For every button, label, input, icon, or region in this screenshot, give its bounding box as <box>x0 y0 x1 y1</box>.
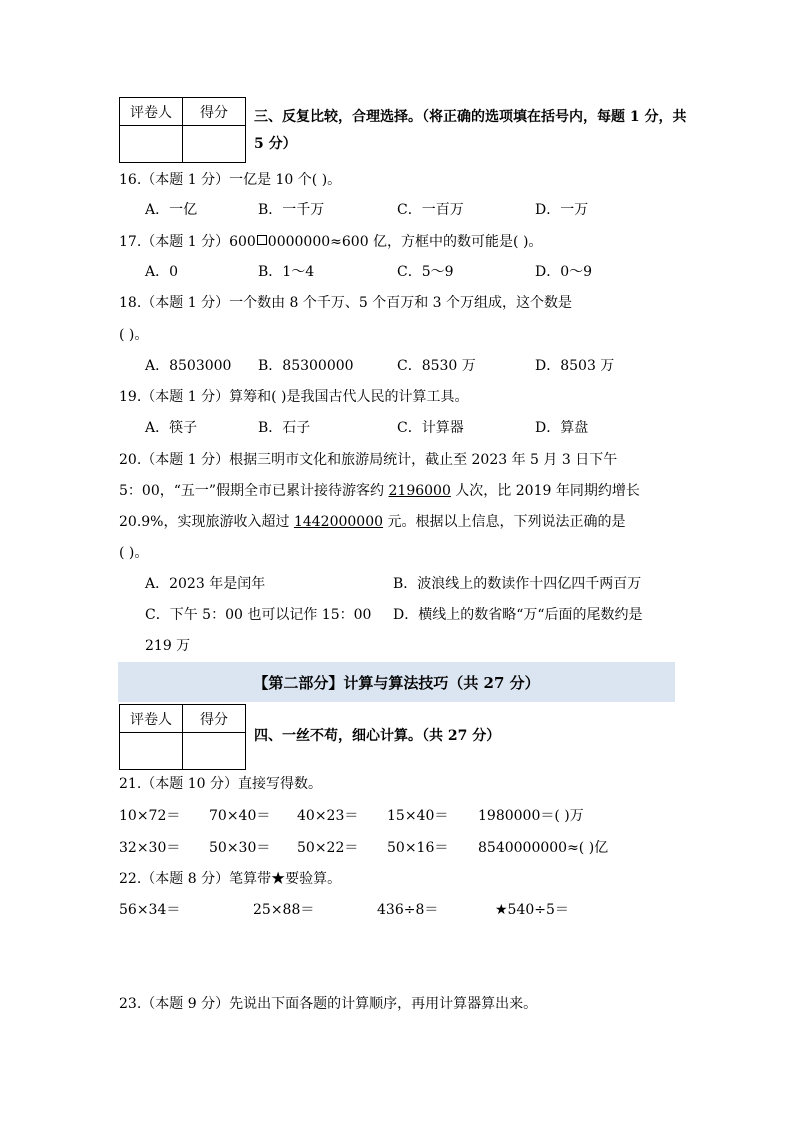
reviewer-label: 评卷人 <box>120 705 183 733</box>
q18-option-c: C．8530 万 <box>397 358 476 374</box>
score-label: 得分 <box>183 98 246 126</box>
q19-option-c: C．计算器 <box>397 420 464 436</box>
underlined-number: 1442000000 <box>293 514 384 530</box>
q17-option-c: C．5～9 <box>397 264 454 280</box>
q21-r1-c2: 70×40＝ <box>209 808 271 824</box>
q21-r1-c4: 15×40＝ <box>387 808 449 824</box>
grading-table-section4 <box>119 704 246 770</box>
q20-line2-text-b: 人次，比 2019 年同期约增长 <box>450 483 640 499</box>
q17-stem-a: 17.（本题 1 分）600 <box>119 234 256 250</box>
q18-option-a: A．8503000 <box>145 358 232 374</box>
part2-banner-text: 【第二部分】计算与算法技巧（共 27 分） <box>253 673 540 692</box>
q18-option-d: D．8503 万 <box>535 358 615 374</box>
q19-option-a: A．筷子 <box>145 420 198 436</box>
q22-c3: 436÷8＝ <box>377 902 439 918</box>
q20-line2 <box>119 481 640 501</box>
q17-option-a: A．0 <box>145 264 179 280</box>
q19-option-d: D．算盘 <box>535 420 589 436</box>
q17-stem-b: 0000000≈600 亿，方框中的数可能是( )。 <box>267 234 543 250</box>
q18-option-b: B．85300000 <box>258 358 354 374</box>
q22-c2: 25×88＝ <box>253 902 315 918</box>
reviewer-label: 评卷人 <box>120 98 183 126</box>
q20-option-c: C．下午 5：00 也可以记作 15：00 <box>145 607 372 623</box>
q20-line1: 20.（本题 1 分）根据三明市文化和旅游局统计，截止至 2023 年 5 月 3 日下午 <box>119 452 618 468</box>
score-cell <box>183 733 246 770</box>
q20-line3-text-a: 20.9%，实现旅游收入超过 <box>119 514 294 530</box>
q20-option-d: D．横线上的数省略“万“后面的尾数约是 <box>393 607 643 623</box>
q21-r2-c4: 50×16＝ <box>387 840 449 856</box>
q18-stem-line1: 18.（本题 1 分）一个数由 8 个千万、5 个百万和 3 个万组成，这个数是 <box>119 295 573 311</box>
q21-stem: 21.（本题 10 分）直接写得数。 <box>119 776 322 792</box>
q21-r2-c2: 50×30＝ <box>209 840 271 856</box>
q21-r1-c3: 40×23＝ <box>297 808 359 824</box>
q17-option-b: B．1～4 <box>258 264 315 280</box>
score-label: 得分 <box>183 705 246 733</box>
q19-stem: 19.（本题 1 分）算筹和( )是我国古代人民的计算工具。 <box>119 389 469 405</box>
q20-line3-text-b: 元。根据以上信息，下列说法正确的是 <box>383 514 626 530</box>
q18-stem-line2: ( )。 <box>119 327 149 343</box>
grading-table-section3 <box>119 97 246 163</box>
reviewer-cell <box>120 733 183 770</box>
wavy-underlined-number: 2196000 <box>388 483 451 499</box>
q21-r1-c5: 1980000＝( )万 <box>478 808 584 824</box>
q20-line2-text-a: 5：00，“五一”假期全市已累计接待游客约 <box>119 483 389 499</box>
q22-c4: ★540÷5＝ <box>495 902 569 918</box>
score-cell <box>183 126 246 163</box>
q21-r1-c1: 10×72＝ <box>119 808 181 824</box>
q22-stem: 22.（本题 8 分）笔算带★要验算。 <box>119 871 342 887</box>
q19-option-b: B．石子 <box>258 420 311 436</box>
q16-option-a: A．一亿 <box>145 202 198 218</box>
q20-option-d-line2: 219 万 <box>145 638 191 654</box>
reviewer-cell <box>120 126 183 163</box>
q16-stem: 16.（本题 1 分）一亿是 10 个( )。 <box>119 172 342 188</box>
q20-option-b: B．波浪线上的数读作十四亿四千两百万 <box>393 576 642 592</box>
q20-option-a: A．2023 年是闰年 <box>145 576 266 592</box>
q20-line3 <box>119 512 625 532</box>
q23-stem: 23.（本题 9 分）先说出下面各题的计算顺序，再用计算器算出来。 <box>119 996 538 1012</box>
q16-option-c: C．一百万 <box>397 202 464 218</box>
section4-title: 四、一丝不苟，细心计算。（共 27 分） <box>254 728 501 744</box>
q16-option-b: B．一千万 <box>258 202 325 218</box>
q21-r2-c3: 50×22＝ <box>297 840 359 856</box>
q22-c1: 56×34＝ <box>119 902 181 918</box>
q20-line4: ( )。 <box>119 545 149 561</box>
q17-stem <box>119 232 542 252</box>
section3-title: 三、反复比较，合理选择。（将正确的选项填在括号内，每题 1 分，共 5 分） <box>254 109 687 152</box>
q21-r2-c1: 32×30＝ <box>119 840 181 856</box>
part2-banner <box>118 662 675 702</box>
q16-option-d: D．一万 <box>535 202 589 218</box>
q17-option-d: D．0～9 <box>535 264 593 280</box>
square-box-icon <box>257 235 267 245</box>
q21-r2-c5: 8540000000≈( )亿 <box>478 840 609 856</box>
